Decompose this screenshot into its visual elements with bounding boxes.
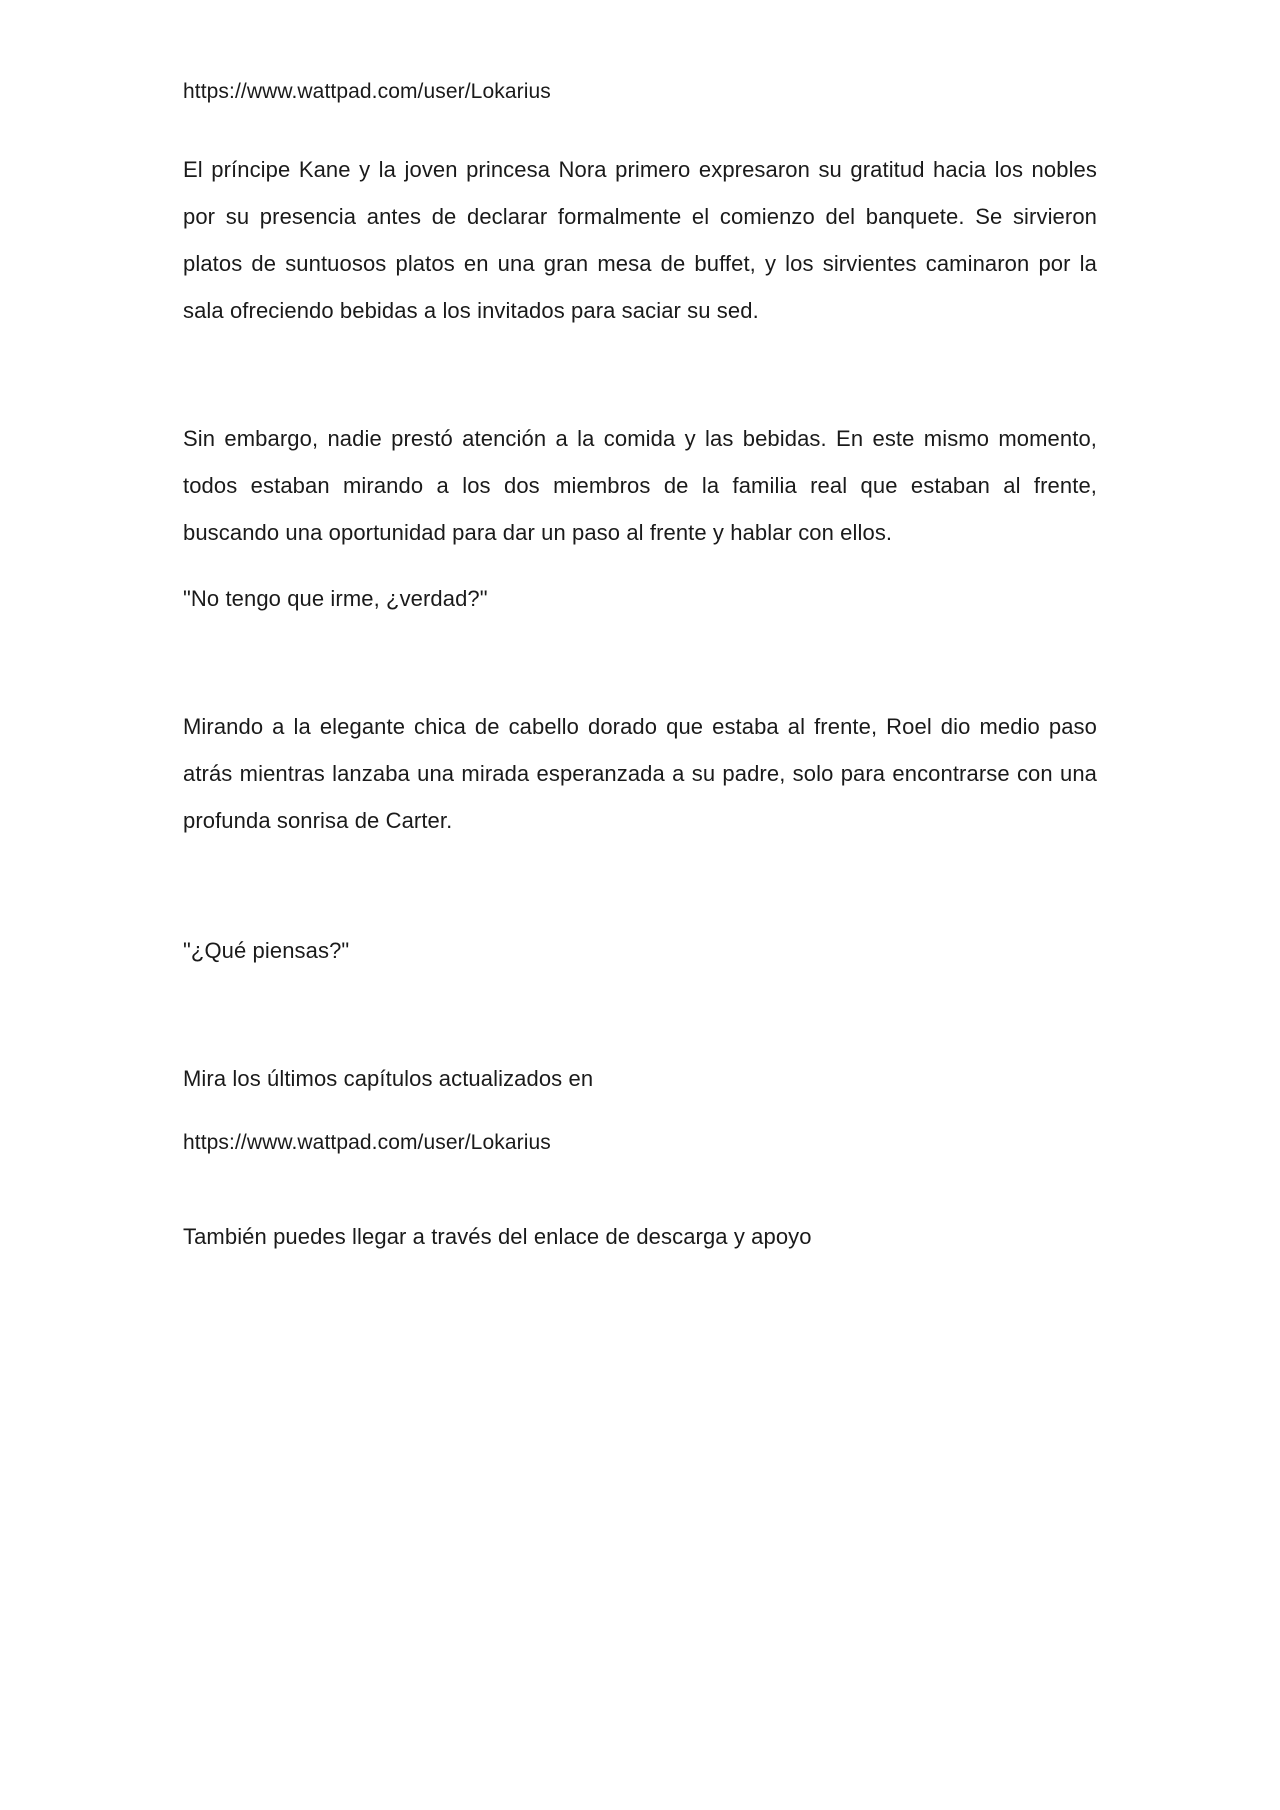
paragraph-5-dialogue: "¿Qué piensas?" bbox=[183, 938, 350, 963]
paragraph-4: Mirando a la elegante chica de cabello dorado que estaba al frente, Roel dio medio paso atrás mientras lanzaba una mirada esperanzada a su padre, solo para encontrarse con una profunda sonrisa de Carter. bbox=[183, 714, 1097, 833]
paragraph-1: El príncipe Kane y la joven princesa Nora primero expresaron su gratitud hacia los nobles por su presencia antes de declarar formalmente el comienzo del banquete. Se sirvieron platos de suntuosos platos en una gran mesa de buffet, y los sirvientes caminaron por la sala ofreciendo bebidas a los invitados para saciar su sed. bbox=[183, 157, 1097, 323]
paragraph-2: Sin embargo, nadie prestó atención a la comida y las bebidas. En este mismo momento, todos estaban mirando a los dos miembros de la familia real que estaban al frente, buscando una oportunidad para dar un paso al frente y hablar con ellos. bbox=[183, 426, 1097, 545]
footer-link-text: https://www.wattpad.com/user/Lokarius bbox=[183, 1131, 551, 1154]
header-link-text: https://www.wattpad.com/user/Lokarius bbox=[183, 80, 551, 103]
closing-text: También puedes llegar a través del enlace de descarga y apoyo bbox=[183, 1224, 812, 1249]
paragraph-3-dialogue: "No tengo que irme, ¿verdad?" bbox=[183, 586, 488, 611]
paragraph-6: Mira los últimos capítulos actualizados en bbox=[183, 1066, 594, 1091]
